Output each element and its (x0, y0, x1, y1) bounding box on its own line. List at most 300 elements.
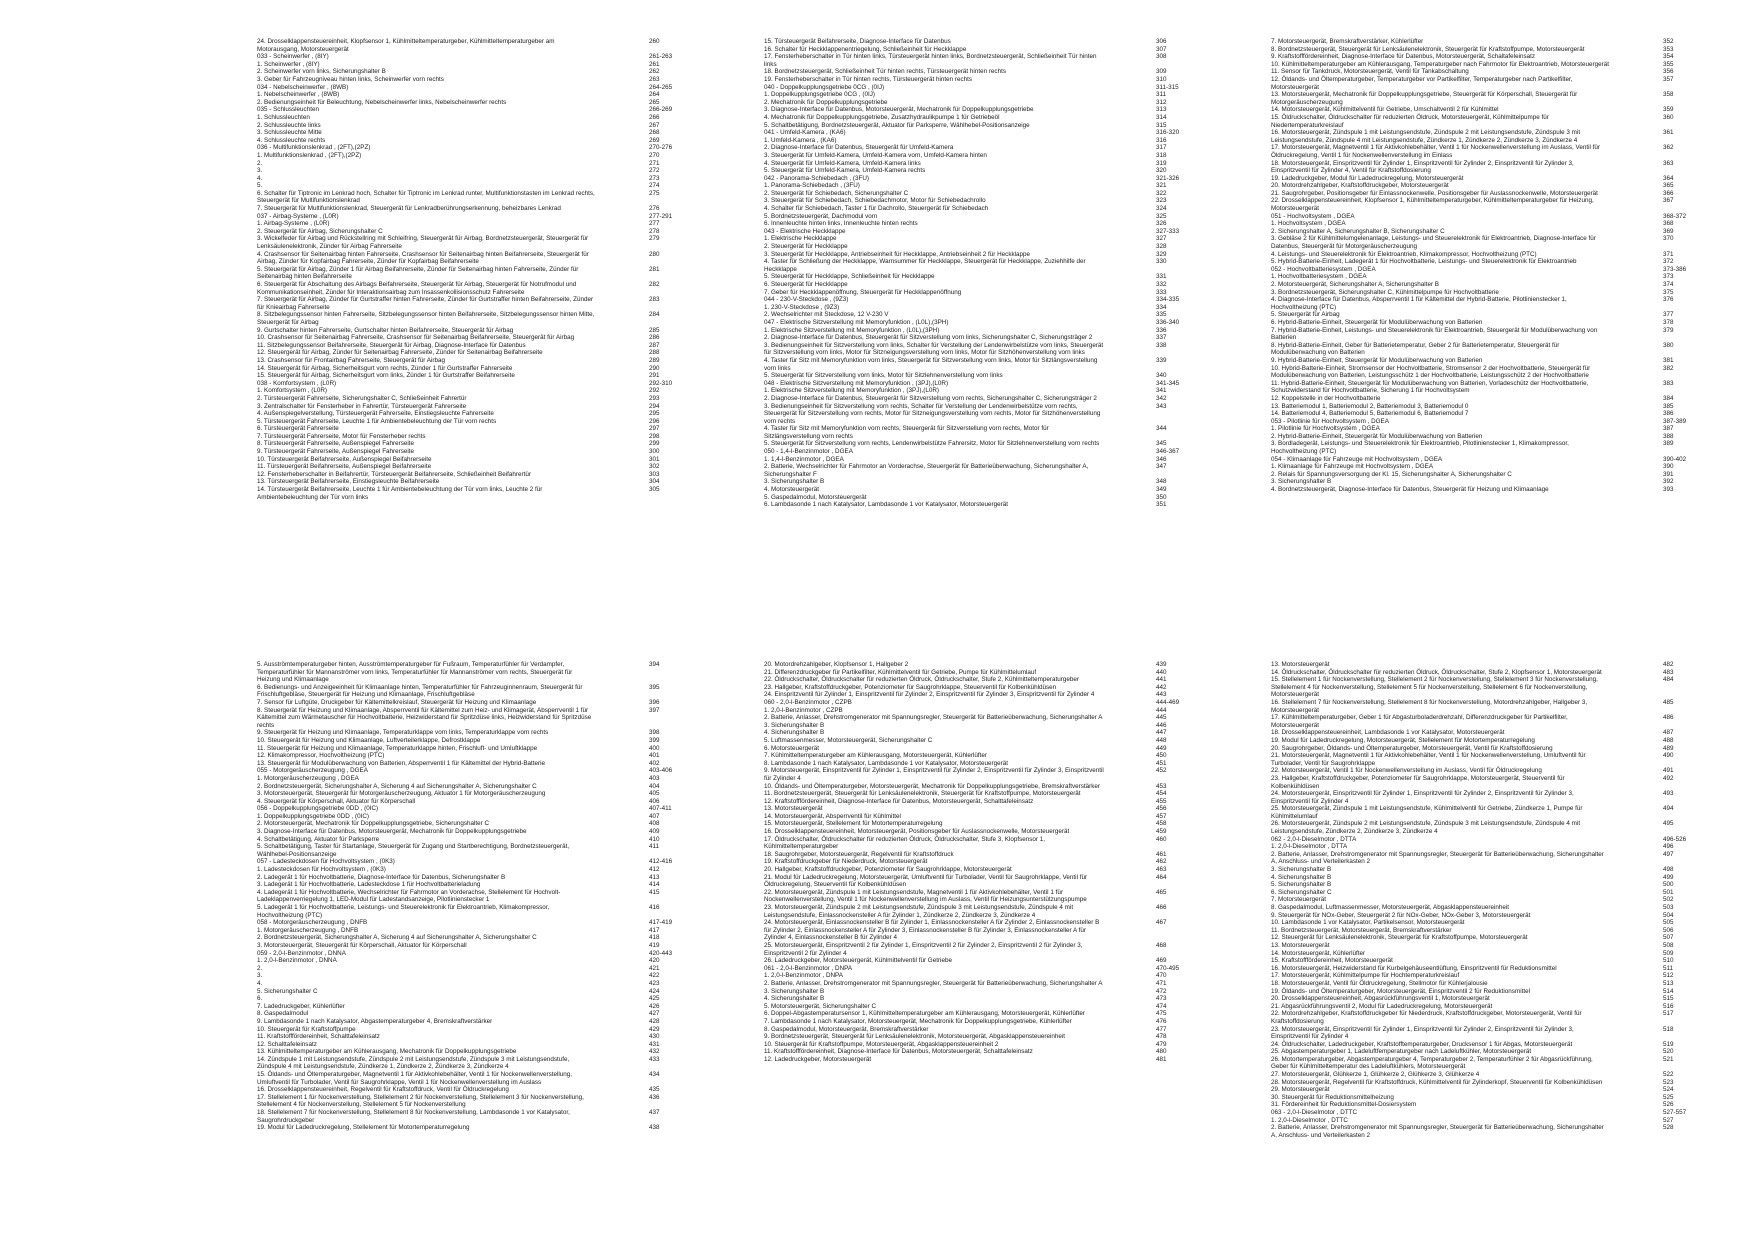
entry-page-number: 318 (1156, 151, 1167, 159)
index-entry (1271, 380, 1719, 395)
index-entry (1271, 68, 1719, 76)
entry-page-number: 271 (649, 159, 660, 167)
entry-text: 21. Differenzdruckgeber für Partikelfilter, Kühlmittelventil für Getriebe, Pumpe für Kühlmittelumlauf (764, 668, 1037, 676)
entry-text: 31. Fördereinheit für Reduktionsmittel-Dosiersystem (1271, 1101, 1417, 1109)
index-entry (257, 1003, 705, 1011)
entry-page-number: 396 (649, 698, 660, 706)
entry-text: 13. Kühlmitteltemperaturgeber am Kühlerausgang, Mechatronik für Doppelkupplungsgetriebe (257, 1048, 517, 1056)
entry-text: 5. Gaspedalmodul, Motorsteuergerät (764, 493, 867, 501)
entry-page-number: 333 (1156, 288, 1167, 296)
index-entry (764, 304, 1212, 312)
index-column (1271, 661, 1719, 1213)
entry-text: 1. Doppelkupplungsgetriebe 0CG , (0IJ) (764, 91, 875, 99)
entry-page-number: 362 (1663, 144, 1674, 152)
entry-page-number: 300 (649, 448, 660, 456)
entry-page-number: 273 (649, 174, 660, 182)
index-entry (764, 836, 1212, 851)
entry-text: 13. Motorsteuergerät (1271, 941, 1330, 949)
entry-text: 2. Diagnose-Interface für Datenbus, Steuergerät für Sitzverstellung vorn rechts, Sicherungshalter C, Sicherungsträger 2 (764, 394, 1097, 402)
entry-page-number: 401 (649, 752, 660, 760)
entry-text: 6. Türsteuergerät Fahrerseite (257, 425, 339, 433)
index-entry (257, 425, 705, 433)
entry-text: 1. Nebelscheinwerfer , (8WB) (257, 91, 340, 99)
entry-text: 19. Modul für Ladedruckregelung, Stellelement für Motortemperaturregelung (257, 1124, 470, 1132)
entry-text: 2. Motorsteuergerät, Sicherungshalter A, Sicherungshalter B (1271, 281, 1440, 288)
index-entry (764, 296, 1212, 304)
entry-page-number: 381 (1663, 356, 1674, 364)
entry-page-number: 503 (1663, 904, 1674, 911)
entry-text: 14. Zündspule 1 mit Leistungsendstufe, Zündspule 2 mit Leistungsendstufe, Zündspule 3 mit Leistungsendstufe, Zündspule 4 mit Leistungsendstufe, Zündkerze 1, Zündkerze 2, Zündkerze 3, Zündkerze 4 (257, 1055, 570, 1071)
entry-text: 21. Modul für Ladedruckregelung, Motorsteuergerät, Umluftventil für Turbolader, Ventil für Saugrohrklappe, Ventil für Öldruckregelung, Steuerventil für Kolbenkühldüsen (764, 873, 1088, 889)
entry-page-number: 490 (1663, 752, 1674, 760)
entry-text: 054 - Klimaanlage für Fahrzeuge mit Hochvoltsystem , DGEA (1271, 455, 1443, 463)
entry-page-number: 283 (649, 296, 660, 304)
entry-text: 1. Panorama-Schiebedach , (3FU) (764, 182, 860, 190)
entry-text: 1. Multifunktionslenkrad , (2FT),(2PZ) (257, 151, 362, 159)
entry-text: 16. Drosselklappensteuereinheit, Motorsteuergerät, Positionsgeber für Auslassnockenwelle, Motorsteuergerät (764, 828, 1070, 836)
index-entry (764, 114, 1212, 122)
entry-text: 12. Ladedruckgeber, Motorsteuergerät (764, 1055, 872, 1063)
entry-text: 1. Elektrische Sitzverstellung mit Memoryfunktion , (3PJ),(L0R) (764, 387, 939, 395)
entry-page-number: 473 (1156, 995, 1167, 1003)
entry-page-number: 319 (1156, 159, 1167, 167)
entry-page-number: 485 (1663, 698, 1674, 706)
entry-page-number: 364 (1663, 174, 1674, 182)
entry-page-number: 454 (1156, 790, 1167, 798)
entry-text: 9. Gurtschalter hinten Fahrerseite, Gurtschalter hinten Beifahrerseite, Steuergerät für Airbag (257, 326, 514, 334)
index-entry (257, 106, 705, 114)
entry-text: 4. Bordnetzsteuergerät, Diagnose-Interface für Datenbus, Steuergerät für Heizung und Klimaanlage (1271, 486, 1549, 494)
entry-page-number: 262 (649, 68, 660, 76)
entry-text: 13. Steuergerät für Modulüberwachung von Batterien, Absperrventil 1 für Kältemittel der Hybrid-Batterie (257, 759, 546, 767)
index-entry (257, 167, 705, 175)
entry-text: 20. Motordrehzahlgeber, Klopfsensor 1, Hallgeber 2 (764, 661, 909, 668)
entry-text: 21. Saugrohrgeber, Positionsgeber für Einlassnockenwelle, Positionsgeber für Auslassnockenwelle, Motorsteuergerät (1271, 189, 1598, 197)
entry-text: 9. Steuergerät für Heizung und Klimaanlage, Temperaturklappe vorn links, Temperaturklappe vorn rechts (257, 729, 549, 737)
entry-text: 4. Ladegerät 1 für Hochvoltbatterie, Wechselrichter für Fahrmotor an Vorderachse, Stellelement für Hochvolt-Ladeklappenverriegelung 1, LED-Modul für Ladestandsanzeige, Pilotlinienstecker 1 (257, 888, 561, 904)
index-entry (764, 494, 1212, 502)
entry-page-number: 298 (649, 432, 660, 440)
entry-page-number: 444-469 (1156, 698, 1180, 706)
entry-page-number: 368 (1663, 220, 1674, 228)
entry-page-number: 307 (1156, 45, 1167, 53)
entry-text: 063 - 2,0-l-Dieselmotor , DTTC (1271, 1109, 1358, 1117)
entry-page-number: 334 (1156, 303, 1167, 311)
index-entry (257, 84, 705, 92)
index-entry (1271, 440, 1719, 455)
entry-page-number: 431 (649, 1040, 660, 1048)
entry-text: 1. Ladesteckdosen für Hochvoltsystem , (0K3) (257, 866, 386, 874)
entry-page-number: 505 (1663, 919, 1674, 927)
entry-page-number: 501 (1663, 888, 1674, 896)
entry-text: 8. Gaspedalmodul, Motorsteuergerät, Bremskraftverstärker (764, 1025, 929, 1033)
entry-text: 036 - Multifunktionslenkrad , (2FT),(2PZ) (257, 144, 371, 152)
index-entry (764, 357, 1212, 372)
index-entry (764, 767, 1212, 782)
entry-page-number: 340 (1156, 372, 1167, 380)
entry-text: 23. Motorsteuergerät, Einspritzventil für Zylinder 1, Einspritzventil für Zylinder 2, Einspritzventil für Zylinder 3, Einspritzventil für Zylinder 4 (1271, 1025, 1574, 1041)
entry-page-number: 282 (649, 281, 660, 288)
index-entry (1271, 266, 1719, 274)
entry-text: 28. Motorsteuergerät, Regelventil für Kraftstoffdruck, Kühlmittelventil für Zylinderkopf, Steuerventil für Kolbenkühldüsen (1271, 1078, 1603, 1086)
entry-page-number: 353 (1663, 45, 1674, 53)
entry-page-number: 260 (649, 38, 660, 45)
index-entry (257, 858, 705, 866)
entry-text: 26. Motorsteuergerät, Zündspule 2 mit Leistungsendstufe, Zündspule 3 mit Leistungsendstufe, Zündspule 4 mit Leistungsendstufe, Zündkerze 2, Zündkerze 3, Zündkerze 4 (1271, 820, 1581, 836)
entry-page-number: 416 (649, 904, 660, 911)
index-entry (257, 1010, 705, 1018)
entry-page-number: 421 (649, 964, 660, 972)
entry-page-number: 354 (1663, 53, 1674, 61)
index-entry (257, 281, 705, 296)
entry-text: 13. Motorsteuergerät (1271, 661, 1330, 668)
index-entry (257, 813, 705, 821)
entry-page-number: 384 (1663, 394, 1674, 402)
index-entry (1271, 235, 1719, 250)
index-entry (764, 258, 1212, 273)
index-entry (257, 311, 705, 326)
index-entry (764, 813, 1212, 821)
entry-text: 7. Lambdasonde 1 nach Katalysator, Motorsteuergerät, Mechatronik für Doppelkupplungsgetriebe, Kühlerlüfter (764, 1017, 1072, 1025)
index-entry (764, 866, 1212, 874)
index-entry (257, 99, 705, 107)
entry-text: 1. Scheinwerfer , (8IY) (257, 60, 320, 68)
entry-text: 15. Motorsteuergerät, Stellelement für Motortemperaturregelung (764, 820, 943, 828)
entry-text: 3. (257, 972, 263, 980)
entry-page-number: 462 (1156, 858, 1167, 866)
entry-page-number: 463 (1156, 866, 1167, 874)
index-entry (1271, 1056, 1719, 1071)
entry-text: 15. Türsteuergerät Beifahrerseite, Diagnose-Interface für Datenbus (764, 38, 951, 45)
entry-page-number: 518 (1663, 1025, 1674, 1033)
entry-text: 5. Luftmassenmesser, Motorsteuergerät, Sicherungshalter C (764, 736, 933, 744)
index-entry (764, 38, 1212, 46)
entry-page-number: 466 (1156, 904, 1167, 911)
index-entry (1271, 1124, 1719, 1139)
entry-text: 1. 2,0-l-Dieselmotor , DTTA (1271, 843, 1348, 851)
entry-page-number: 517 (1663, 1010, 1674, 1018)
index-entry (764, 874, 1212, 889)
entry-page-number: 461 (1156, 850, 1167, 858)
index-entry (764, 980, 1212, 988)
entry-text: 8. Türsteuergerät Fahrerseite, Außenspiegel Fahrerseite (257, 440, 415, 448)
entry-page-number: 424 (649, 987, 660, 995)
entry-text: 058 - Motorgeräuscherzeugung , DNFB (257, 919, 368, 927)
index-entry (257, 1048, 705, 1056)
entry-page-number: 436 (649, 1093, 660, 1101)
entry-page-number: 358 (1663, 91, 1674, 99)
entry-page-number: 527-557 (1663, 1109, 1687, 1117)
entry-page-number: 443 (1156, 691, 1167, 699)
index-entry (257, 843, 705, 858)
entry-page-number: 279 (649, 235, 660, 243)
index-entry (764, 501, 1212, 509)
entry-page-number: 374 (1663, 281, 1674, 288)
entry-page-number: 407 (649, 812, 660, 820)
entry-page-number: 378 (1663, 318, 1674, 326)
entry-page-number: 434 (649, 1071, 660, 1079)
index-entry (764, 1048, 1212, 1056)
index-entry (764, 790, 1212, 798)
entry-page-number: 440 (1156, 668, 1167, 676)
entry-text: 1. Hochvoltbatteriesystem , DGEA (1271, 273, 1367, 281)
index-entry (1271, 1003, 1719, 1011)
entry-text: 18. Motorsteuergerät, Einspritzventil für Zylinder 1, Einspritzventil für Zylinder 2, Einspritzventil für Zylinder 3, Einspritzventil für Zylinder 4, Ventil für Kraftstoffdosierung (1271, 159, 1574, 175)
index-entry (257, 836, 705, 844)
entry-text: 13. Crashsensor für Frontairbag Fahrerseite, Steuergerät für Airbag (257, 356, 445, 364)
index-entry (1271, 729, 1719, 737)
entry-page-number: 277-291 (649, 212, 673, 220)
index-entry (1271, 213, 1719, 221)
index-entry (764, 327, 1212, 335)
entry-page-number: 447 (1156, 729, 1167, 737)
entry-page-number: 493 (1663, 790, 1674, 798)
entry-page-number: 474 (1156, 1002, 1167, 1010)
entry-text: 8. Lambdasonde 1 nach Katalysator, Lambdasonde 1 vor Katalysator, Motorsteuergerät (764, 759, 1008, 767)
entry-page-number: 405 (649, 790, 660, 798)
entry-text: 4. Schlussleuchte rechts (257, 136, 326, 144)
entry-page-number: 446 (1156, 721, 1167, 729)
entry-page-number: 412-416 (649, 858, 673, 866)
entry-text: 062 - 2,0-l-Dieselmotor , DTTA (1271, 835, 1357, 843)
entry-text: 1. 2,0-l-Benzinmotor , CZPB (764, 706, 843, 714)
entry-text: 1. Hochvoltsystem , DGEA (1271, 220, 1346, 228)
index-entry (1271, 1048, 1719, 1056)
index-column (257, 38, 705, 590)
entry-page-number: 327 (1156, 235, 1167, 243)
index-entry (1271, 737, 1719, 745)
index-column (1271, 38, 1719, 590)
index-entry (1271, 851, 1719, 866)
index-entry (764, 851, 1212, 859)
index-entry (1271, 53, 1719, 61)
entry-page-number: 488 (1663, 736, 1674, 744)
entry-page-number: 489 (1663, 744, 1674, 752)
entry-page-number: 308 (1156, 53, 1167, 61)
entry-text: 20. Saugrohrgeber, Öldands- und Öltemperaturgeber, Motorsteuergerät, Ventil für Kraftstoffdosierung (1271, 744, 1553, 752)
entry-page-number: 452 (1156, 767, 1167, 775)
entry-text: 053 - Pilotlinie für Hochvoltsystem , DGEA (1271, 417, 1389, 425)
entry-page-number: 336-340 (1156, 318, 1180, 326)
index-entry (764, 828, 1212, 836)
entry-text: 2. Motorsteuergerät, Mechatronik für Doppelkupplungsgetriebe, Sicherungshalter C (257, 820, 490, 828)
entry-page-number: 410 (649, 835, 660, 843)
index-entry (257, 889, 705, 904)
index-entry (764, 988, 1212, 996)
entry-page-number: 322 (1156, 189, 1167, 197)
index-entry (764, 53, 1212, 68)
entry-text: 6. Innenleuchte hinten links, Innenleuchte hinten rechts (764, 220, 918, 228)
index-entry (764, 403, 1212, 426)
index-entry (257, 418, 705, 426)
entry-text: 035 - Schlussleuchten (257, 106, 319, 114)
entry-text: 23. Hallgeber, Kraftstoffdruckgeber, Potenziometer für Saugrohrklappe, Steuerventil für Kolbenkühldüsen (764, 683, 1057, 691)
entry-text: 16. Schalter für Heckklappenentriegelung, Schließeinheit für Heckklappe (764, 45, 967, 53)
index-entry (1271, 296, 1719, 311)
entry-text: 20. Hallgeber, Kraftstoffdruckgeber, Potenziometer für Saugrohrklappe, Motorsteuergerät (764, 866, 1012, 874)
index-entry (1271, 91, 1719, 106)
entry-page-number: 329 (1156, 250, 1167, 258)
index-entry (764, 889, 1212, 904)
entry-text: 1. 1,4-l-Benzinmotor , DGEA (764, 455, 844, 463)
entry-text: 5. Türsteuergerät Fahrerseite, Leuchte 1 für Ambientebeleuchtung der Tür vorn rechts (257, 417, 497, 425)
index-entry (257, 980, 705, 988)
entry-page-number: 428 (649, 1017, 660, 1025)
entry-page-number: 372 (1663, 258, 1674, 266)
entry-text: 2. Batterie, Anlasser, Drehstromgenerator mit Spannungsregler, Steuergerät für Batterieüberwachung, Sicherungshalter A (764, 979, 1103, 987)
index-entry (257, 137, 705, 145)
index-entry (257, 1033, 705, 1041)
entry-page-number: 448 (1156, 736, 1167, 744)
index-entry (257, 775, 705, 783)
entry-page-number: 450 (1156, 752, 1167, 760)
index-entry (1271, 745, 1719, 753)
entry-page-number: 360 (1663, 113, 1674, 121)
index-entry (1271, 805, 1719, 820)
entry-page-number: 519 (1663, 1040, 1674, 1048)
entry-text: 15. Öldruckschalter, Öldruckschalter für reduzierten Öldruck, Motorsteuergerät, Kühlmittelpumpe für Niedertemperaturkreislauf (1271, 113, 1549, 129)
entry-page-number: 369 (1663, 227, 1674, 235)
entry-text: 11. Bordnetzsteuergerät, Steuergerät für Lenksäulenelektronik, Steuergerät für Kraftstoffpumpe, Motorsteuergerät (764, 790, 1081, 798)
entry-text: 1. Motorgeräuscherzeugung , DGEA (257, 774, 359, 782)
entry-text: 4. Sicherungshalter B (764, 729, 825, 737)
index-entry (257, 904, 705, 919)
index-entry (1271, 1117, 1719, 1125)
entry-page-number: 504 (1663, 911, 1674, 919)
entry-page-number: 413 (649, 873, 660, 881)
entry-page-number: 399 (649, 736, 660, 744)
index-entry (764, 972, 1212, 980)
index-entry (1271, 912, 1719, 920)
entry-page-number: 269 (649, 136, 660, 144)
entry-page-number: 527 (1663, 1116, 1674, 1124)
entry-page-number: 375 (1663, 288, 1674, 296)
entry-page-number: 483 (1663, 668, 1674, 676)
entry-text: 8. Gaspedalmodul (257, 1010, 309, 1018)
entry-text: 17. Kühlmitteltemperaturgeber, Geber 1 für Abgasturboladerdrehzahl, Differenzdruckgeber für Partikelfilter, Motorsteuergerät (1271, 714, 1568, 729)
entry-page-number: 272 (649, 167, 660, 175)
entry-page-number: 427 (649, 1010, 660, 1018)
index-entry (1271, 820, 1719, 835)
entry-page-number: 402 (649, 759, 660, 767)
entry-page-number: 270-276 (649, 144, 673, 152)
entry-text: 4. (257, 174, 263, 182)
entry-text: 29. Motorsteuergerät (1271, 1086, 1330, 1094)
index-entry (257, 820, 705, 828)
entry-page-number: 516 (1663, 1002, 1674, 1010)
entry-text: 4. Mechatronik für Doppelkupplungsgetriebe, Zusatzhydraulikpumpe 1 für Getriebeöl (764, 113, 1000, 121)
index-entry (1271, 273, 1719, 281)
index-entry (257, 760, 705, 768)
entry-text: 3. Sicherungshalter B (1271, 866, 1332, 874)
entry-text: 12. Klimakompressor, Hochvoltheizung (PTC) (257, 752, 385, 760)
entry-text: 3. Gebläse 2 für Kühlmittelumgelenanlage, Leistungs- und Steuerelektronik für Elektroantrieb, Diagnose-Interface für Datenbus, Steuergerät für Motorgeräuscherzeugung (1271, 235, 1596, 251)
entry-text: 4. Leistungs- und Steuerelektronik für Elektroantrieb, Klimakompressor, Hochvoltheizung (PTC) (1271, 250, 1537, 258)
entry-page-number: 441 (1156, 676, 1167, 684)
entry-text: 7. Steuergerät für Multifunktionslenkrad, Steuergerät für Lenkradberührungserkennung, beheizbares Lenkrad (257, 205, 561, 213)
entry-page-number: 338 (1156, 341, 1167, 349)
entry-text: 10. Steuergerät für Kraftstoffpumpe (257, 1025, 356, 1033)
index-entry (257, 790, 705, 798)
index-entry (257, 995, 705, 1003)
entry-page-number: 352 (1663, 38, 1674, 45)
index-entry (1271, 478, 1719, 486)
entry-text: 10. Kühlmitteltemperaturgeber am Kühlerausgang, Temperaturgeber nach Fahrmotor für Elektroantrieb, Motorsteuergerät (1271, 60, 1609, 68)
index-entry (764, 722, 1212, 730)
upper-page (257, 38, 1719, 590)
index-entry (1271, 843, 1719, 851)
index-entry (257, 881, 705, 889)
entry-page-number: 310 (1156, 75, 1167, 83)
index-entry (1271, 775, 1719, 790)
index-entry (764, 190, 1212, 198)
entry-text: 5. Motorsteuergerät, Sicherungshalter C (764, 1002, 877, 1010)
entry-page-number: 309 (1156, 68, 1167, 76)
entry-page-number: 392 (1663, 478, 1674, 486)
entry-text: 5. Sicherungshalter B (1271, 881, 1332, 889)
index-entry (1271, 995, 1719, 1003)
entry-page-number: 301 (649, 455, 660, 463)
entry-page-number: 311 (1156, 91, 1167, 99)
entry-text: 10. Türsteuergerät Beifahrerseite, Außenspiegel Beifahrerseite (257, 455, 432, 463)
entry-text: 2. Mechatronik für Doppelkupplungsgetriebe (764, 98, 888, 106)
index-entry (1271, 676, 1719, 699)
index-entry (257, 478, 705, 486)
entry-text: 050 - 1,4-l-Benzinmotor , DGEA (764, 448, 853, 456)
entry-page-number: 482 (1663, 661, 1674, 668)
entry-text: 5. Sicherungshalter C (257, 987, 318, 995)
index-entry (1271, 965, 1719, 973)
entry-text: 8. Sitzbelegungssensor hinten Fahrerseite, Sitzbelegungssensor hinten Beifahrerseite, Sitzbelegungssensor hinten Mitte, Steuergerät für Airbag (257, 311, 595, 326)
entry-text: 3. Wickelfeder für Airbag und Rückstellring mit Schleifring, Steuergerät für Airbag, Bordnetzsteuergerät, Steuergerät für Lenksäulenelektronik, Zünder für Airbag Fahrerseite (257, 235, 589, 251)
entry-text: 1. 230-V-Steckdose , (9Z3) (764, 303, 840, 311)
entry-page-number: 486 (1663, 714, 1674, 722)
index-entry (1271, 1079, 1719, 1087)
entry-page-number: 425 (649, 995, 660, 1003)
index-entry (764, 684, 1212, 692)
entry-text: 4. Steuergerät für Körperschall, Aktuator für Körperschall (257, 797, 416, 805)
entry-text: 1. 2,0-l-Benzinmotor , DNNA (257, 957, 337, 965)
entry-text: 3. Motorsteuergerät, Steuergerät für Motorgeräuscherzeugung, Aktuator 1 für Motorgeräuscherzeugung (257, 790, 546, 798)
index-entry (764, 919, 1212, 942)
index-entry (1271, 342, 1719, 357)
entry-page-number: 500 (1663, 881, 1674, 889)
entry-page-number: 391 (1663, 470, 1674, 478)
entry-page-number: 321 (1156, 182, 1167, 190)
entry-text: 034 - Nebelscheinwerfer , (8WB) (257, 83, 349, 91)
entry-page-number: 477 (1156, 1025, 1167, 1033)
entry-text: 4. Schaltbetätigung, Aktuator für Parksperre (257, 835, 380, 843)
entry-text: 16. Motorsteuergerät, Zündspule 1 mit Leistungsendstufe, Zündspule 2 mit Leistungsendstufe, Zündspule 3 mit Leistungsendstufe, Zündspule 4 mit Leistungsendstufe, Zündkerze 1, Zündkerze 2, Zündkerze 3, Zündkerze 4 (1271, 129, 1581, 144)
entry-page-number: 458 (1156, 820, 1167, 828)
entry-page-number: 326 (1156, 220, 1167, 228)
index-entry (1271, 950, 1719, 958)
entry-page-number: 460 (1156, 835, 1167, 843)
index-entry (257, 327, 705, 335)
entry-text: 22. Öldruckschalter, Öldruckschalter für reduzierten Öldruck, Öldruckschalter, Stufe 2, Kühlmitteltemperaturgeber (764, 676, 1079, 684)
entry-page-number: 275 (649, 189, 660, 197)
index-entry (257, 1041, 705, 1049)
index-entry (257, 783, 705, 791)
entry-page-number: 455 (1156, 797, 1167, 805)
entry-text: 2. (257, 964, 263, 972)
entry-page-number: 350 (1156, 493, 1167, 501)
entry-text: 27. Motorsteuergerät, Glühkerze 1, Glühkerze 2, Glühkerze 3, Glühkerze 4 (1271, 1071, 1480, 1079)
index-entry (257, 729, 705, 737)
index-entry (764, 91, 1212, 99)
entry-page-number: 344 (1156, 425, 1167, 433)
index-entry (1271, 866, 1719, 874)
